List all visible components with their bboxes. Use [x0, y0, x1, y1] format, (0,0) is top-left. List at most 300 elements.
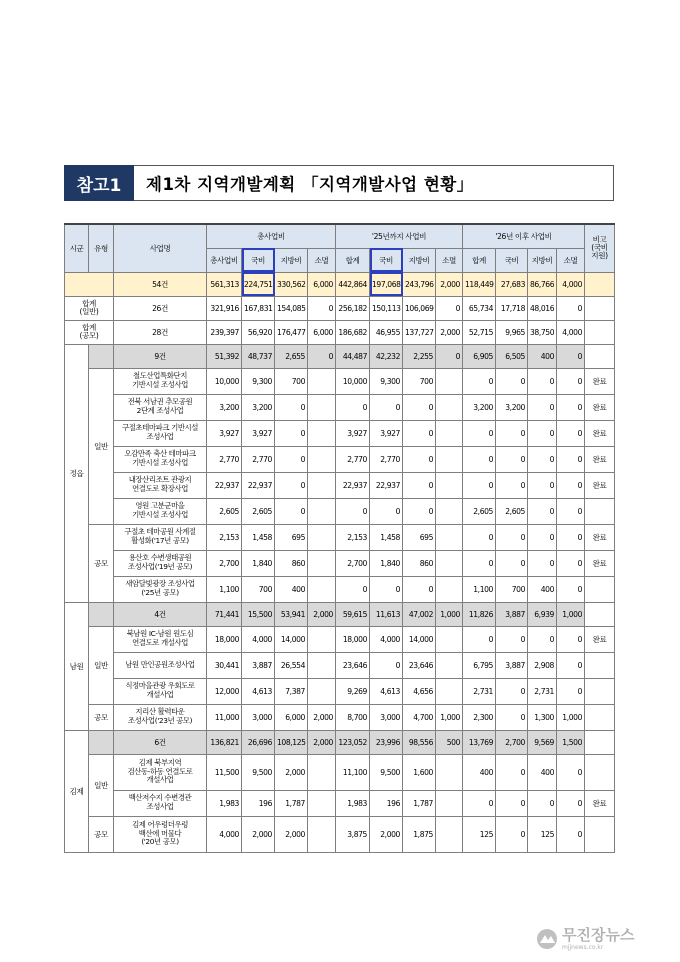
- value-cell: 700: [242, 576, 275, 602]
- value-cell: 2,000: [436, 272, 463, 296]
- note-cell: [585, 652, 615, 678]
- value-cell: 0: [403, 576, 436, 602]
- project-name: 구절초 테마공원 사계절 활성화('17년 공모): [114, 524, 207, 550]
- header-total-2: 지방비: [275, 248, 308, 272]
- note-cell: 완료: [585, 472, 615, 498]
- value-cell: [308, 626, 336, 652]
- value-cell: [436, 524, 463, 550]
- value-cell: 196: [370, 790, 403, 816]
- value-cell: 0: [436, 296, 463, 320]
- value-cell: 0: [557, 652, 585, 678]
- value-cell: 42,232: [370, 344, 403, 368]
- value-cell: 51,392: [207, 344, 242, 368]
- region-subtotal-row: [65, 730, 615, 754]
- value-cell: [308, 394, 336, 420]
- summary-label: [65, 272, 114, 296]
- value-cell: 2,000: [275, 754, 308, 790]
- value-cell: 53,941: [275, 602, 308, 626]
- value-cell: 3,200: [207, 394, 242, 420]
- value-cell: 0: [496, 472, 528, 498]
- value-cell: 4,656: [403, 678, 436, 704]
- value-cell: 9,500: [242, 754, 275, 790]
- value-cell: 0: [403, 472, 436, 498]
- value-cell: 197,068: [370, 272, 403, 296]
- value-cell: 14,000: [275, 626, 308, 652]
- value-cell: 1,500: [557, 730, 585, 754]
- value-cell: 0: [528, 498, 557, 524]
- value-cell: 0: [463, 472, 496, 498]
- subtotal-type-cell: [89, 344, 114, 368]
- value-cell: 3,927: [370, 420, 403, 446]
- value-cell: 0: [557, 626, 585, 652]
- value-cell: [308, 576, 336, 602]
- value-cell: 0: [403, 394, 436, 420]
- value-cell: [436, 678, 463, 704]
- value-cell: 0: [275, 394, 308, 420]
- value-cell: 860: [403, 550, 436, 576]
- value-cell: 6,000: [275, 704, 308, 730]
- value-cell: 38,750: [528, 320, 557, 344]
- value-cell: 108,125: [275, 730, 308, 754]
- value-cell: 0: [275, 498, 308, 524]
- header-after26-3: 소멸: [557, 248, 585, 272]
- value-cell: 11,000: [207, 704, 242, 730]
- value-cell: 0: [496, 626, 528, 652]
- note-cell: [585, 344, 615, 368]
- watermark: [536, 922, 672, 956]
- value-cell: 0: [463, 420, 496, 446]
- value-cell: 137,727: [403, 320, 436, 344]
- value-cell: 0: [463, 790, 496, 816]
- note-cell: [585, 730, 615, 754]
- subtotal-type-cell: [89, 730, 114, 754]
- value-cell: 176,477: [275, 320, 308, 344]
- value-cell: 400: [528, 754, 557, 790]
- project-name: 용산호 수변생태공원 조성사업('19년 공모): [114, 550, 207, 576]
- project-name: 내장산리조트 관광지 연결도로 확장사업: [114, 472, 207, 498]
- type-cell: 일반: [89, 368, 114, 524]
- value-cell: 0: [463, 550, 496, 576]
- subtotal-count: 6건: [114, 730, 207, 754]
- project-row: [65, 576, 615, 602]
- type-cell: 일반: [89, 626, 114, 704]
- value-cell: 321,916: [207, 296, 242, 320]
- value-cell: 22,937: [336, 472, 370, 498]
- note-cell: 완료: [585, 790, 615, 816]
- header-after26-group: '26년 이후 사업비: [463, 224, 585, 248]
- value-cell: 0: [528, 550, 557, 576]
- value-cell: [436, 394, 463, 420]
- value-cell: 9,965: [496, 320, 528, 344]
- value-cell: [308, 524, 336, 550]
- value-cell: 0: [308, 344, 336, 368]
- value-cell: 1,983: [207, 790, 242, 816]
- value-cell: 3,875: [336, 816, 370, 852]
- value-cell: 167,831: [242, 296, 275, 320]
- value-cell: 2,605: [207, 498, 242, 524]
- project-row: [65, 626, 615, 652]
- value-cell: 46,955: [370, 320, 403, 344]
- project-name: 남원 만인공원조성사업: [114, 652, 207, 678]
- value-cell: 2,000: [308, 730, 336, 754]
- project-name: 오감만족 축산 테마파크 기반시설 조성사업: [114, 446, 207, 472]
- value-cell: 123,052: [336, 730, 370, 754]
- value-cell: 23,646: [336, 652, 370, 678]
- value-cell: 0: [557, 790, 585, 816]
- value-cell: 98,556: [403, 730, 436, 754]
- value-cell: 71,441: [207, 602, 242, 626]
- value-cell: [308, 754, 336, 790]
- value-cell: 3,927: [336, 420, 370, 446]
- value-cell: 22,937: [370, 472, 403, 498]
- header-after26-0: 합계: [463, 248, 496, 272]
- value-cell: [308, 420, 336, 446]
- value-cell: [436, 498, 463, 524]
- project-row: [65, 652, 615, 678]
- project-row: [65, 790, 615, 816]
- value-cell: 125: [528, 816, 557, 852]
- note-cell: 완료: [585, 420, 615, 446]
- value-cell: [436, 790, 463, 816]
- value-cell: 9,569: [528, 730, 557, 754]
- subtotal-count: 4건: [114, 602, 207, 626]
- value-cell: 0: [557, 296, 585, 320]
- project-row: [65, 524, 615, 550]
- value-cell: 0: [496, 790, 528, 816]
- project-name: 전북 서남권 추모공원 2단계 조성사업: [114, 394, 207, 420]
- value-cell: 4,613: [242, 678, 275, 704]
- value-cell: 2,000: [308, 704, 336, 730]
- project-row: [65, 472, 615, 498]
- value-cell: 154,085: [275, 296, 308, 320]
- value-cell: 0: [557, 678, 585, 704]
- value-cell: [308, 498, 336, 524]
- project-name: 철도산업특화단지 기반시설 조성사업: [114, 368, 207, 394]
- note-cell: [585, 272, 615, 296]
- value-cell: 11,100: [336, 754, 370, 790]
- value-cell: 860: [275, 550, 308, 576]
- summary-count: 26건: [114, 296, 207, 320]
- value-cell: 561,313: [207, 272, 242, 296]
- value-cell: 86,766: [528, 272, 557, 296]
- value-cell: 48,737: [242, 344, 275, 368]
- value-cell: 3,927: [207, 420, 242, 446]
- header-total-1: 국비: [242, 248, 275, 272]
- note-cell: 완료: [585, 368, 615, 394]
- project-name: 김제 어우렁더우렁 백산에 머물다 ('20년 공모): [114, 816, 207, 852]
- value-cell: 330,562: [275, 272, 308, 296]
- value-cell: 0: [528, 626, 557, 652]
- project-row: [65, 368, 615, 394]
- value-cell: 1,875: [403, 816, 436, 852]
- value-cell: 2,153: [336, 524, 370, 550]
- project-row: [65, 394, 615, 420]
- value-cell: 2,000: [242, 816, 275, 852]
- value-cell: 2,655: [275, 344, 308, 368]
- value-cell: 2,000: [275, 816, 308, 852]
- title-bar: [64, 165, 614, 201]
- value-cell: 59,615: [336, 602, 370, 626]
- header-region: 시군: [65, 224, 89, 272]
- value-cell: 48,016: [528, 296, 557, 320]
- value-cell: [436, 550, 463, 576]
- value-cell: 400: [463, 754, 496, 790]
- value-cell: 3,200: [496, 394, 528, 420]
- value-cell: 0: [528, 790, 557, 816]
- value-cell: 6,905: [463, 344, 496, 368]
- value-cell: 0: [557, 420, 585, 446]
- value-cell: 2,770: [207, 446, 242, 472]
- value-cell: 6,000: [308, 320, 336, 344]
- value-cell: 0: [496, 678, 528, 704]
- value-cell: 125: [463, 816, 496, 852]
- type-cell: 공모: [89, 704, 114, 730]
- value-cell: 0: [557, 816, 585, 852]
- value-cell: 0: [557, 394, 585, 420]
- region-subtotal-row: [65, 344, 615, 368]
- value-cell: 0: [496, 368, 528, 394]
- value-cell: 56,920: [242, 320, 275, 344]
- header-note: 비고 (국비 지원): [585, 224, 615, 272]
- value-cell: [308, 368, 336, 394]
- summary-row: [65, 320, 615, 344]
- value-cell: 400: [528, 576, 557, 602]
- value-cell: 0: [496, 754, 528, 790]
- value-cell: 400: [275, 576, 308, 602]
- project-name: 북남원 IC-남원 원도심 연결도로 개설사업: [114, 626, 207, 652]
- value-cell: 0: [496, 704, 528, 730]
- header-after26-1: 국비: [496, 248, 528, 272]
- value-cell: 6,505: [496, 344, 528, 368]
- value-cell: [436, 754, 463, 790]
- value-cell: 118,449: [463, 272, 496, 296]
- value-cell: 0: [336, 394, 370, 420]
- project-row: [65, 816, 615, 852]
- header-until25-1: 국비: [370, 248, 403, 272]
- value-cell: 22,937: [242, 472, 275, 498]
- value-cell: 3,000: [242, 704, 275, 730]
- value-cell: 1,600: [403, 754, 436, 790]
- page-title: 제1차 지역개발계획 「지역개발사업 현황」: [134, 165, 614, 201]
- value-cell: 695: [403, 524, 436, 550]
- value-cell: 44,487: [336, 344, 370, 368]
- value-cell: [308, 816, 336, 852]
- header-until25-3: 소멸: [436, 248, 463, 272]
- value-cell: 2,605: [463, 498, 496, 524]
- value-cell: [436, 446, 463, 472]
- value-cell: 1,100: [207, 576, 242, 602]
- type-cell: 공모: [89, 524, 114, 602]
- value-cell: 9,500: [370, 754, 403, 790]
- value-cell: 256,182: [336, 296, 370, 320]
- value-cell: 30,441: [207, 652, 242, 678]
- value-cell: 2,700: [207, 550, 242, 576]
- value-cell: 0: [275, 472, 308, 498]
- value-cell: 0: [496, 446, 528, 472]
- value-cell: 10,000: [207, 368, 242, 394]
- value-cell: 1,458: [370, 524, 403, 550]
- value-cell: 2,300: [463, 704, 496, 730]
- value-cell: 1,840: [242, 550, 275, 576]
- value-cell: 400: [528, 344, 557, 368]
- value-cell: 1,787: [403, 790, 436, 816]
- value-cell: 2,731: [528, 678, 557, 704]
- value-cell: 2,255: [403, 344, 436, 368]
- value-cell: 224,751: [242, 272, 275, 296]
- value-cell: 0: [370, 394, 403, 420]
- project-name: 백산저수지 수변경관 조성사업: [114, 790, 207, 816]
- note-cell: [585, 754, 615, 790]
- header-total-group: 총사업비: [207, 224, 336, 248]
- value-cell: 17,718: [496, 296, 528, 320]
- value-cell: 0: [557, 576, 585, 602]
- region-cell: 김제: [65, 730, 89, 852]
- value-cell: 27,683: [496, 272, 528, 296]
- project-row: [65, 704, 615, 730]
- value-cell: 196: [242, 790, 275, 816]
- value-cell: 6,939: [528, 602, 557, 626]
- value-cell: 6,795: [463, 652, 496, 678]
- value-cell: 2,700: [336, 550, 370, 576]
- value-cell: 14,000: [403, 626, 436, 652]
- value-cell: 3,887: [496, 652, 528, 678]
- value-cell: 0: [528, 472, 557, 498]
- project-row: [65, 420, 615, 446]
- value-cell: 0: [370, 498, 403, 524]
- value-cell: 0: [528, 420, 557, 446]
- value-cell: 9,300: [242, 368, 275, 394]
- value-cell: 3,000: [370, 704, 403, 730]
- value-cell: 0: [336, 576, 370, 602]
- project-name: 지리산 활력타운 조성사업('23년 공모): [114, 704, 207, 730]
- note-cell: [585, 816, 615, 852]
- value-cell: 500: [436, 730, 463, 754]
- value-cell: 10,000: [336, 368, 370, 394]
- value-cell: 9,269: [336, 678, 370, 704]
- value-cell: 3,200: [242, 394, 275, 420]
- subtotal-type-cell: [89, 602, 114, 626]
- value-cell: 0: [528, 446, 557, 472]
- value-cell: 3,887: [496, 602, 528, 626]
- value-cell: 1,000: [557, 704, 585, 730]
- value-cell: 2,000: [370, 816, 403, 852]
- value-cell: [308, 652, 336, 678]
- watermark-text: 무진장뉴스: [562, 925, 635, 944]
- value-cell: 7,387: [275, 678, 308, 704]
- value-cell: 11,500: [207, 754, 242, 790]
- header-total-0: 총사업비: [207, 248, 242, 272]
- note-cell: [585, 296, 615, 320]
- value-cell: 2,153: [207, 524, 242, 550]
- value-cell: 243,796: [403, 272, 436, 296]
- value-cell: 700: [275, 368, 308, 394]
- note-cell: [585, 320, 615, 344]
- value-cell: 22,937: [207, 472, 242, 498]
- grand-total-row: [65, 272, 615, 296]
- value-cell: 186,682: [336, 320, 370, 344]
- value-cell: 4,000: [370, 626, 403, 652]
- value-cell: [308, 790, 336, 816]
- value-cell: 0: [463, 368, 496, 394]
- project-name: 새암달빛광장 조성사업 ('25년 공모): [114, 576, 207, 602]
- note-cell: 완료: [585, 524, 615, 550]
- header-until25-0: 합계: [336, 248, 370, 272]
- value-cell: 9,300: [370, 368, 403, 394]
- value-cell: 0: [557, 498, 585, 524]
- value-cell: 2,770: [370, 446, 403, 472]
- project-table: [64, 223, 615, 853]
- project-row: [65, 754, 615, 790]
- value-cell: [308, 678, 336, 704]
- value-cell: 0: [557, 472, 585, 498]
- watermark-sub: mjjnews.co.kr: [562, 943, 604, 951]
- value-cell: 0: [528, 368, 557, 394]
- value-cell: [436, 626, 463, 652]
- value-cell: 700: [403, 368, 436, 394]
- value-cell: [308, 472, 336, 498]
- value-cell: 15,500: [242, 602, 275, 626]
- value-cell: 2,700: [496, 730, 528, 754]
- value-cell: 52,715: [463, 320, 496, 344]
- value-cell: 0: [308, 296, 336, 320]
- value-cell: 26,554: [275, 652, 308, 678]
- value-cell: [308, 550, 336, 576]
- value-cell: 23,996: [370, 730, 403, 754]
- value-cell: 136,821: [207, 730, 242, 754]
- summary-label: 합계 (공모): [65, 320, 114, 344]
- value-cell: 2,731: [463, 678, 496, 704]
- value-cell: 695: [275, 524, 308, 550]
- value-cell: 0: [496, 420, 528, 446]
- project-name: 영원 고분군마을 기반시설 조성사업: [114, 498, 207, 524]
- value-cell: [436, 368, 463, 394]
- value-cell: 0: [528, 524, 557, 550]
- project-row: [65, 678, 615, 704]
- value-cell: 442,864: [336, 272, 370, 296]
- value-cell: 23,646: [403, 652, 436, 678]
- note-cell: [585, 678, 615, 704]
- value-cell: [436, 472, 463, 498]
- value-cell: 0: [496, 816, 528, 852]
- value-cell: 6,000: [308, 272, 336, 296]
- title-badge: 참고1: [64, 165, 134, 201]
- value-cell: 0: [370, 576, 403, 602]
- note-cell: 완료: [585, 394, 615, 420]
- value-cell: 11,613: [370, 602, 403, 626]
- project-row: [65, 446, 615, 472]
- value-cell: 4,000: [242, 626, 275, 652]
- value-cell: 0: [463, 626, 496, 652]
- note-cell: [585, 602, 615, 626]
- value-cell: 0: [403, 446, 436, 472]
- note-cell: 완료: [585, 446, 615, 472]
- value-cell: 4,000: [557, 272, 585, 296]
- summary-count: 54건: [114, 272, 207, 296]
- value-cell: 4,000: [557, 320, 585, 344]
- value-cell: 1,000: [557, 602, 585, 626]
- value-cell: [436, 576, 463, 602]
- value-cell: 1,100: [463, 576, 496, 602]
- value-cell: 4,000: [207, 816, 242, 852]
- value-cell: 0: [496, 524, 528, 550]
- value-cell: 4,700: [403, 704, 436, 730]
- value-cell: 0: [557, 446, 585, 472]
- note-cell: 완료: [585, 626, 615, 652]
- value-cell: 18,000: [207, 626, 242, 652]
- summary-label: 합계 (일반): [65, 296, 114, 320]
- value-cell: [436, 420, 463, 446]
- value-cell: 26,696: [242, 730, 275, 754]
